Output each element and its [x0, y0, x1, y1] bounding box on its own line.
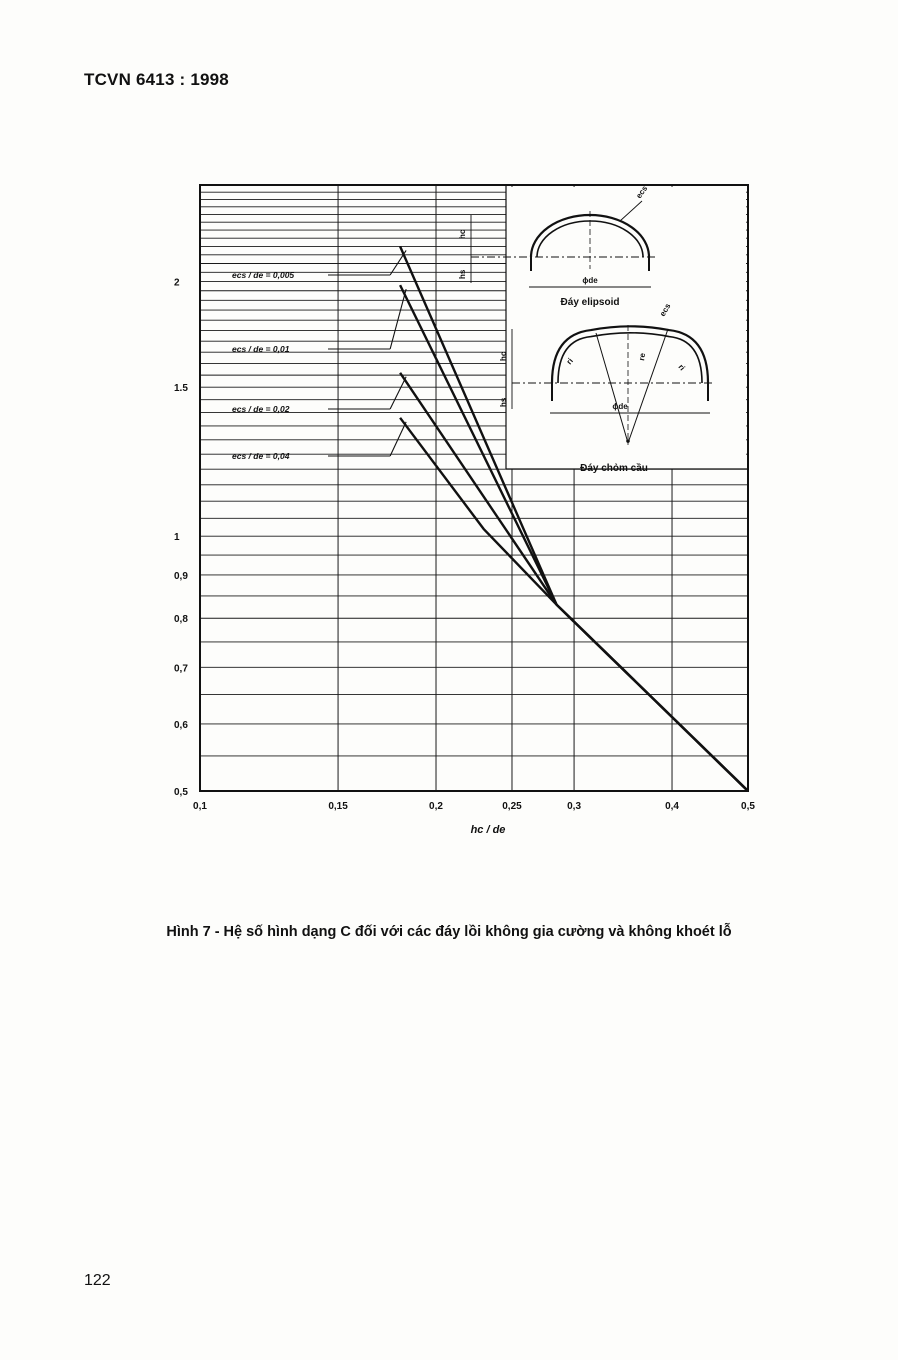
y-tick-label: 0,8 — [174, 614, 188, 626]
ellipsoid-caption: Đáy elipsoid — [560, 297, 620, 308]
x-tick-label: 0,2 — [429, 801, 443, 812]
series-label: ecs / de = 0,005 — [232, 270, 295, 280]
spherical-re-label: re — [637, 352, 648, 362]
inset-panel — [506, 187, 746, 469]
x-tick-label: 0,15 — [328, 801, 348, 812]
series-label: ecs / de = 0,01 — [232, 344, 290, 354]
chart — [160, 175, 760, 835]
y-tick-label: 1 — [174, 532, 180, 544]
x-tick-label: 0,4 — [665, 801, 679, 812]
ellipsoid-de-label: ϕde — [582, 276, 598, 285]
y-tick-label: 0,9 — [174, 570, 188, 582]
y-tick-label: 0,7 — [174, 663, 188, 675]
y-tick-label: 1.5 — [174, 383, 188, 395]
x-tick-label: 0,25 — [502, 801, 522, 812]
series-leader-tick — [390, 250, 406, 275]
spherical-caption: Đáy chỏm cầu — [580, 463, 648, 474]
series-leader-tick — [390, 377, 406, 409]
spherical-hc-label: hc — [499, 351, 508, 361]
spherical-de-label: ϕde — [612, 402, 628, 411]
spherical-centre-point — [626, 439, 630, 443]
page-number: 122 — [84, 1272, 111, 1289]
ellipsoid-hc-label: hc — [458, 229, 467, 239]
ellipsoid-ecs-label: ecs — [634, 184, 650, 201]
series-leader-tick — [390, 289, 406, 349]
x-tick-label: 0,5 — [741, 801, 755, 812]
spherical-ecs-label: ecs — [657, 301, 673, 318]
document-header: TCVN 6413 : 1998 — [84, 70, 229, 89]
series-label: ecs / de = 0,02 — [232, 404, 290, 414]
x-axis-label: hc / de — [470, 824, 506, 835]
y-tick-label: 0,5 — [174, 787, 188, 798]
spherical-hs-label: hs — [499, 397, 508, 407]
figure-caption: Hình 7 - Hệ số hình dạng C đối với các đáy lồi không gia cường và không khoét lỗ — [166, 924, 732, 940]
x-tick-label: 0,1 — [193, 801, 207, 812]
x-tick-label: 0,3 — [567, 801, 582, 812]
y-tick-label: 0,6 — [174, 719, 188, 731]
y-tick-label: 2 — [174, 277, 180, 289]
ellipsoid-hs-label: hs — [458, 269, 467, 279]
series-label: ecs / de = 0,04 — [232, 451, 290, 461]
series-leader-tick — [390, 422, 406, 456]
spherical-ri-label-left: ri — [564, 356, 575, 367]
spherical-ri-label-right: ri — [676, 362, 687, 373]
